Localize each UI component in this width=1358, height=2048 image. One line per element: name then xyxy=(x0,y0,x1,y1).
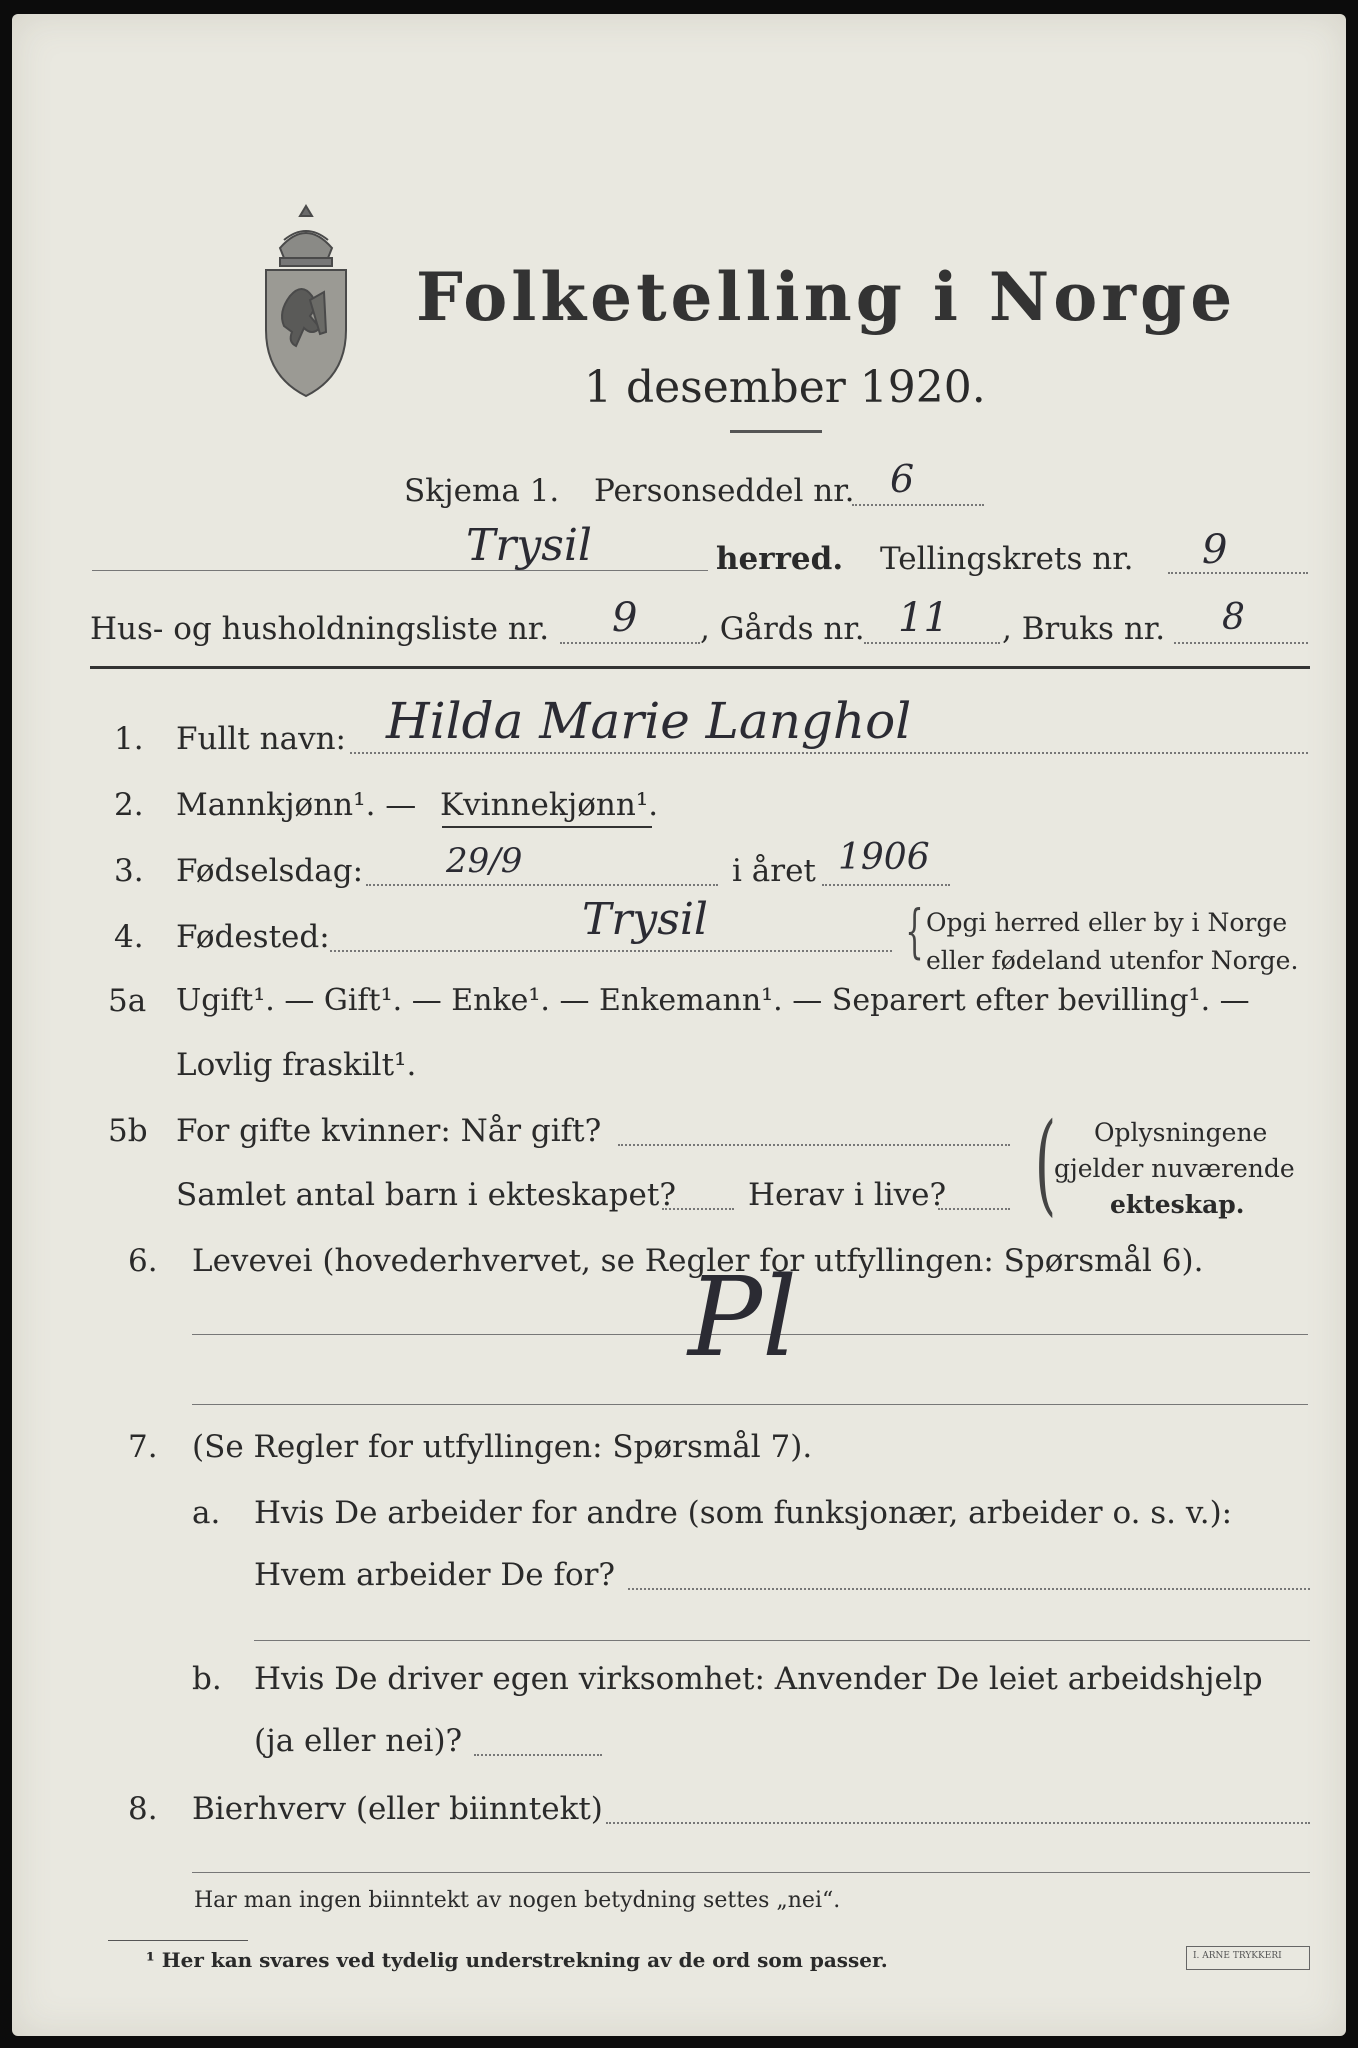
q5b-note-line3: ekteskap. xyxy=(1110,1190,1245,1219)
birthplace-value[interactable]: Trysil xyxy=(582,894,708,945)
q1-label: Fullt navn: xyxy=(176,721,346,757)
side-income-line xyxy=(606,1822,1310,1824)
marital-status-options[interactable]: Ugift¹. — Gift¹. — Enke¹. — Enkemann¹. — Separert efter bevilling¹. — xyxy=(176,983,1250,1018)
side-income-line-2 xyxy=(192,1872,1310,1873)
census-date: 1 desember 1920. xyxy=(584,362,986,413)
q5b-note-brace: ( xyxy=(1034,1099,1057,1227)
hus-label: Hus- og husholdningsliste nr. xyxy=(90,611,550,647)
year-line xyxy=(822,884,950,886)
title-rule xyxy=(730,430,822,433)
skjema-label: Skjema 1. xyxy=(404,473,560,509)
q1-number: 1. xyxy=(114,721,144,757)
male-option[interactable]: Mannkjønn¹. — xyxy=(176,787,417,823)
q5a-number: 5a xyxy=(108,983,147,1019)
bruks-label: , Bruks nr. xyxy=(1002,611,1166,647)
children-alive-label: Herav i live? xyxy=(748,1177,947,1213)
printer-mark-text: I. ARNE TRYKKERI xyxy=(1193,1951,1282,1961)
birth-year-value[interactable]: 1906 xyxy=(838,837,930,878)
gards-value[interactable]: 11 xyxy=(898,595,949,641)
footnote: ¹ Her kan svares ved tydelig understrekning av de ord som passer. xyxy=(146,1948,888,1972)
norway-coat-of-arms-icon xyxy=(250,200,362,400)
q4-note-line2: eller fødeland utenfor Norge. xyxy=(926,946,1299,975)
gards-label: , Gårds nr. xyxy=(700,611,865,647)
employer-line-2 xyxy=(254,1640,1310,1641)
herred-label: herred. xyxy=(716,541,844,577)
gards-line xyxy=(864,642,1000,644)
q7-number: 7. xyxy=(128,1429,158,1465)
q7b-line1: Hvis De driver egen virksomhet: Anvender De leiet arbeidshjelp xyxy=(254,1661,1263,1697)
female-option[interactable]: Kvinnekjønn¹. xyxy=(440,787,659,823)
q1-line xyxy=(350,752,1308,754)
header-divider xyxy=(90,666,1310,669)
q8-number: 8. xyxy=(128,1791,158,1827)
birthday-line xyxy=(366,884,718,886)
children-alive-line xyxy=(938,1208,1010,1210)
birthplace-line xyxy=(330,950,892,952)
q7a-line2: Hvem arbeider De for? xyxy=(254,1557,616,1593)
bruks-value[interactable]: 8 xyxy=(1222,597,1245,638)
full-name-value[interactable]: Hilda Marie Langhol xyxy=(386,692,912,750)
hus-value[interactable]: 9 xyxy=(612,595,638,641)
children-total-label: Samlet antal barn i ekteskapet? xyxy=(176,1177,676,1213)
q3-number: 3. xyxy=(114,853,144,889)
q4-number: 4. xyxy=(114,919,144,955)
year-label: i året xyxy=(732,853,816,889)
tellingskrets-line xyxy=(1168,572,1308,574)
census-form-page xyxy=(12,14,1346,2036)
q4-note-line1: Opgi herred eller by i Norge xyxy=(926,908,1288,937)
q5b-note-line1: Oplysningene xyxy=(1094,1118,1268,1147)
bruks-line xyxy=(1174,642,1308,644)
herred-value[interactable]: Trysil xyxy=(466,520,592,571)
q5b-note-line2: gjelder nuværende xyxy=(1054,1154,1295,1183)
hus-line xyxy=(560,642,700,644)
personseddel-line xyxy=(852,504,984,506)
birthday-value[interactable]: 29/9 xyxy=(446,841,523,881)
married-when-label: For gifte kvinner: Når gift? xyxy=(176,1113,602,1149)
q7-label: (Se Regler for utfyllingen: Spørsmål 7). xyxy=(192,1429,813,1465)
children-total-line xyxy=(662,1208,734,1210)
q6-line-2 xyxy=(192,1404,1308,1405)
hired-help-line xyxy=(474,1754,602,1756)
q6-label: Levevei (hovederhvervet, se Regler for utfyllingen: Spørsmål 6). xyxy=(192,1243,1204,1279)
q4-note-brace: { xyxy=(905,897,924,965)
q5b-number: 5b xyxy=(108,1113,148,1149)
married-when-line xyxy=(618,1144,1010,1146)
q7a-letter: a. xyxy=(192,1495,221,1531)
female-option-underline xyxy=(442,826,652,828)
personseddel-label: Personseddel nr. xyxy=(594,473,855,509)
q3-label: Fødselsdag: xyxy=(176,853,364,889)
tellingskrets-value[interactable]: 9 xyxy=(1202,527,1228,573)
q7a-line1: Hvis De arbeider for andre (som funksjonær, arbeider o. s. v.): xyxy=(254,1495,1233,1531)
q4-label: Fødested: xyxy=(176,919,330,955)
q7b-line2: (ja eller nei)? xyxy=(254,1723,463,1759)
q2-number: 2. xyxy=(114,787,144,823)
occupation-value[interactable]: Pl xyxy=(688,1253,798,1381)
employer-line xyxy=(628,1588,1310,1590)
personseddel-value[interactable]: 6 xyxy=(890,457,915,501)
herred-line xyxy=(92,570,708,571)
q8-label: Bierhverv (eller biinntekt) xyxy=(192,1791,603,1827)
tellingskrets-label: Tellingskrets nr. xyxy=(880,541,1134,577)
form-title: Folketelling i Norge xyxy=(416,258,1237,336)
q7b-letter: b. xyxy=(192,1661,222,1697)
footnote-rule xyxy=(108,1940,248,1941)
printer-mark xyxy=(1186,1946,1310,1970)
divorced-option[interactable]: Lovlig fraskilt¹. xyxy=(176,1047,417,1083)
q6-number: 6. xyxy=(128,1243,158,1279)
q8-note: Har man ingen biinntekt av nogen betydning settes „nei“. xyxy=(194,1888,841,1913)
